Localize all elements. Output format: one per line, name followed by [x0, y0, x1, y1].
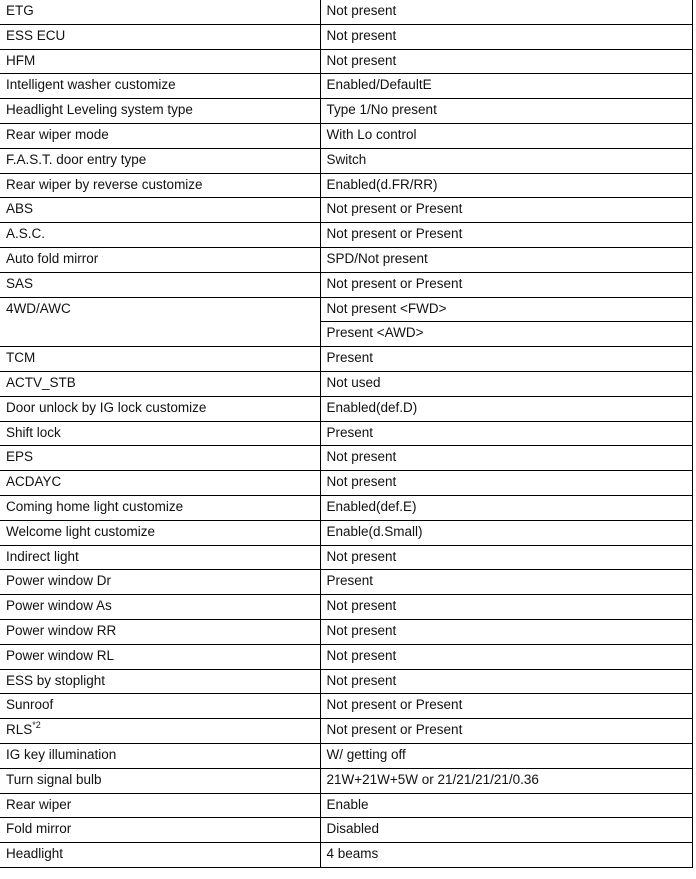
item-name-cell [0, 421, 320, 446]
item-value: Not present or Present [326, 697, 463, 713]
item-name-cell [0, 272, 320, 297]
item-value-cell [320, 371, 692, 396]
item-name-cell [0, 347, 320, 372]
table-row [0, 24, 692, 49]
item-value: Enable [326, 796, 369, 812]
item-name-cell [0, 173, 320, 198]
table-row [0, 223, 692, 248]
item-value-cell [320, 396, 692, 421]
item-name: Indirect light [6, 548, 79, 564]
item-value: Enable(d.Small) [326, 523, 423, 539]
table-row [0, 520, 692, 545]
item-value-cell [320, 619, 692, 644]
item-value: Enabled/DefaultE [326, 77, 432, 93]
table-row [0, 843, 692, 868]
item-name-cell [0, 545, 320, 570]
table-row [0, 743, 692, 768]
item-value-cell [320, 173, 692, 198]
item-value-cell [320, 99, 692, 124]
table-row [0, 123, 692, 148]
table-row [0, 619, 692, 644]
table-row [0, 297, 692, 322]
item-value-cell [320, 74, 692, 99]
table-row [0, 347, 692, 372]
item-value-cell [320, 198, 692, 223]
item-name-cell [0, 198, 320, 223]
item-name: Power window RR [6, 622, 117, 638]
table-row [0, 545, 692, 570]
table-row [0, 644, 692, 669]
item-name: ESS by stoplight [6, 672, 106, 688]
item-value-cell [320, 570, 692, 595]
item-value-cell [320, 421, 692, 446]
item-name-cell [0, 247, 320, 272]
item-name: Power window As [6, 598, 112, 614]
item-name: TCM [6, 350, 36, 366]
item-name: Welcome light customize [6, 523, 156, 539]
item-name: ETG [6, 3, 34, 18]
item-value-cell [320, 793, 692, 818]
item-name: Headlight [6, 846, 64, 862]
table-row [0, 148, 692, 173]
item-value-cell [320, 471, 692, 496]
item-name: ABS [6, 201, 34, 217]
table-row [0, 49, 692, 74]
table-row [0, 793, 692, 818]
item-name: Power window RL [6, 647, 115, 663]
item-value: Not present or Present [326, 722, 463, 738]
table-row [0, 272, 692, 297]
item-value: Not present [326, 548, 397, 564]
item-name-cell [0, 24, 320, 49]
item-name: Rear wiper [6, 796, 72, 812]
item-name-cell [0, 818, 320, 843]
item-name-cell [0, 99, 320, 124]
item-name: HFM [6, 52, 36, 68]
table-row [0, 818, 692, 843]
item-value-cell [320, 223, 692, 248]
item-name: Rear wiper mode [6, 126, 109, 142]
item-value: SPD/Not present [326, 250, 428, 266]
item-value-cell [320, 49, 692, 74]
table-row [0, 396, 692, 421]
item-name-cell [0, 148, 320, 173]
item-value: Present [326, 424, 374, 440]
item-name: F.A.S.T. door entry type [6, 151, 147, 167]
table-row [0, 570, 692, 595]
item-value: Type 1/No present [326, 102, 437, 118]
item-name: Intelligent washer customize [6, 77, 176, 93]
item-value: Not present [326, 52, 397, 68]
item-name: ACTV_STB [6, 374, 76, 390]
item-value: 4 beams [326, 846, 379, 862]
item-name-cell [0, 297, 320, 347]
item-value: W/ getting off [326, 746, 406, 762]
item-name-cell [0, 471, 320, 496]
item-value: Not present or Present [326, 201, 463, 217]
item-name: Sunroof [6, 697, 54, 713]
item-name: Turn signal bulb [6, 771, 102, 787]
item-name-cell [0, 768, 320, 793]
item-name: Headlight Leveling system type [6, 102, 193, 118]
item-value: Not present <FWD> [326, 300, 447, 316]
item-value: Not present [326, 622, 397, 638]
item-value: Present [326, 573, 374, 589]
table-row [0, 247, 692, 272]
item-value: Not present [326, 27, 397, 43]
item-name-cell [0, 743, 320, 768]
table-row [0, 669, 692, 694]
table-row [0, 371, 692, 396]
item-value: 21W+21W+5W or 21/21/21/21/0.36 [326, 771, 539, 787]
item-name: Door unlock by IG lock customize [6, 399, 207, 415]
table-row [0, 595, 692, 620]
item-name-cell [0, 719, 320, 744]
item-value: Present <AWD> [326, 325, 424, 341]
item-name-cell [0, 694, 320, 719]
item-name-cell [0, 669, 320, 694]
table-row [0, 495, 692, 520]
table-row [0, 198, 692, 223]
table-row [0, 0, 692, 24]
item-name-cell [0, 793, 320, 818]
item-value: Not used [326, 374, 381, 390]
item-value: Not present [326, 598, 397, 614]
item-name: Power window Dr [6, 573, 112, 589]
item-value-cell [320, 247, 692, 272]
item-name: IG key illumination [6, 746, 117, 762]
table-row [0, 99, 692, 124]
item-name-cell [0, 520, 320, 545]
item-value: Not present [326, 449, 397, 465]
item-value-cell [320, 148, 692, 173]
item-name-cell [0, 0, 320, 24]
item-name: EPS [6, 449, 34, 465]
item-name: 4WD/AWC [6, 300, 71, 316]
item-value-cell [320, 694, 692, 719]
item-value-cell [320, 843, 692, 868]
item-value-cell [320, 818, 692, 843]
item-name-cell [0, 371, 320, 396]
item-value: Not present [326, 3, 397, 18]
item-name: RLS [6, 722, 33, 738]
item-value: Not present [326, 672, 397, 688]
item-name: Rear wiper by reverse customize [6, 176, 203, 192]
item-name-cell [0, 644, 320, 669]
table-row [0, 719, 692, 744]
item-value-cell [320, 347, 692, 372]
item-value-cell [320, 768, 692, 793]
item-value: Not present [326, 474, 397, 490]
item-name: ACDAYC [6, 474, 62, 490]
item-name-cell [0, 49, 320, 74]
item-value: Enabled(d.FR/RR) [326, 176, 438, 192]
table-row [0, 446, 692, 471]
table-row [0, 74, 692, 99]
item-value: Disabled [326, 821, 380, 837]
table-row [0, 768, 692, 793]
item-name: Auto fold mirror [6, 250, 99, 266]
item-value-cell [320, 669, 692, 694]
table-row [0, 173, 692, 198]
item-value-cell [320, 545, 692, 570]
item-name-cell [0, 843, 320, 868]
item-name-cell [0, 495, 320, 520]
item-value-cell [320, 743, 692, 768]
item-name: Fold mirror [6, 821, 72, 837]
item-value-cell [320, 123, 692, 148]
item-name: SAS [6, 275, 34, 291]
item-value: Switch [326, 151, 367, 167]
item-value-cell [320, 322, 692, 347]
footnote-marker: *2 [32, 719, 41, 730]
item-name: Shift lock [6, 424, 61, 440]
item-name-cell [0, 619, 320, 644]
item-value: Present [326, 350, 374, 366]
item-name-cell [0, 396, 320, 421]
table-row [0, 471, 692, 496]
item-name-cell [0, 74, 320, 99]
item-value-cell [320, 644, 692, 669]
item-name-cell [0, 595, 320, 620]
item-value-cell [320, 272, 692, 297]
item-value-cell [320, 495, 692, 520]
table-row [0, 421, 692, 446]
table-row [0, 694, 692, 719]
item-value: Not present or Present [326, 275, 463, 291]
item-name-cell [0, 223, 320, 248]
item-name: A.S.C. [6, 226, 46, 242]
item-value: Not present or Present [326, 226, 463, 242]
item-value-cell [320, 520, 692, 545]
item-name: Coming home light customize [6, 498, 184, 514]
item-value: Enabled(def.E) [326, 498, 417, 514]
item-name: ESS ECU [6, 27, 66, 43]
item-name-cell [0, 123, 320, 148]
item-value: Enabled(def.D) [326, 399, 418, 415]
item-value: Not present [326, 647, 397, 663]
item-value: With Lo control [326, 126, 417, 142]
item-name-cell [0, 446, 320, 471]
item-name-cell [0, 570, 320, 595]
item-value-cell [320, 446, 692, 471]
item-value-cell [320, 24, 692, 49]
item-value-cell [320, 297, 692, 322]
item-value-cell [320, 0, 692, 24]
item-value-cell [320, 595, 692, 620]
item-value-cell [320, 719, 692, 744]
